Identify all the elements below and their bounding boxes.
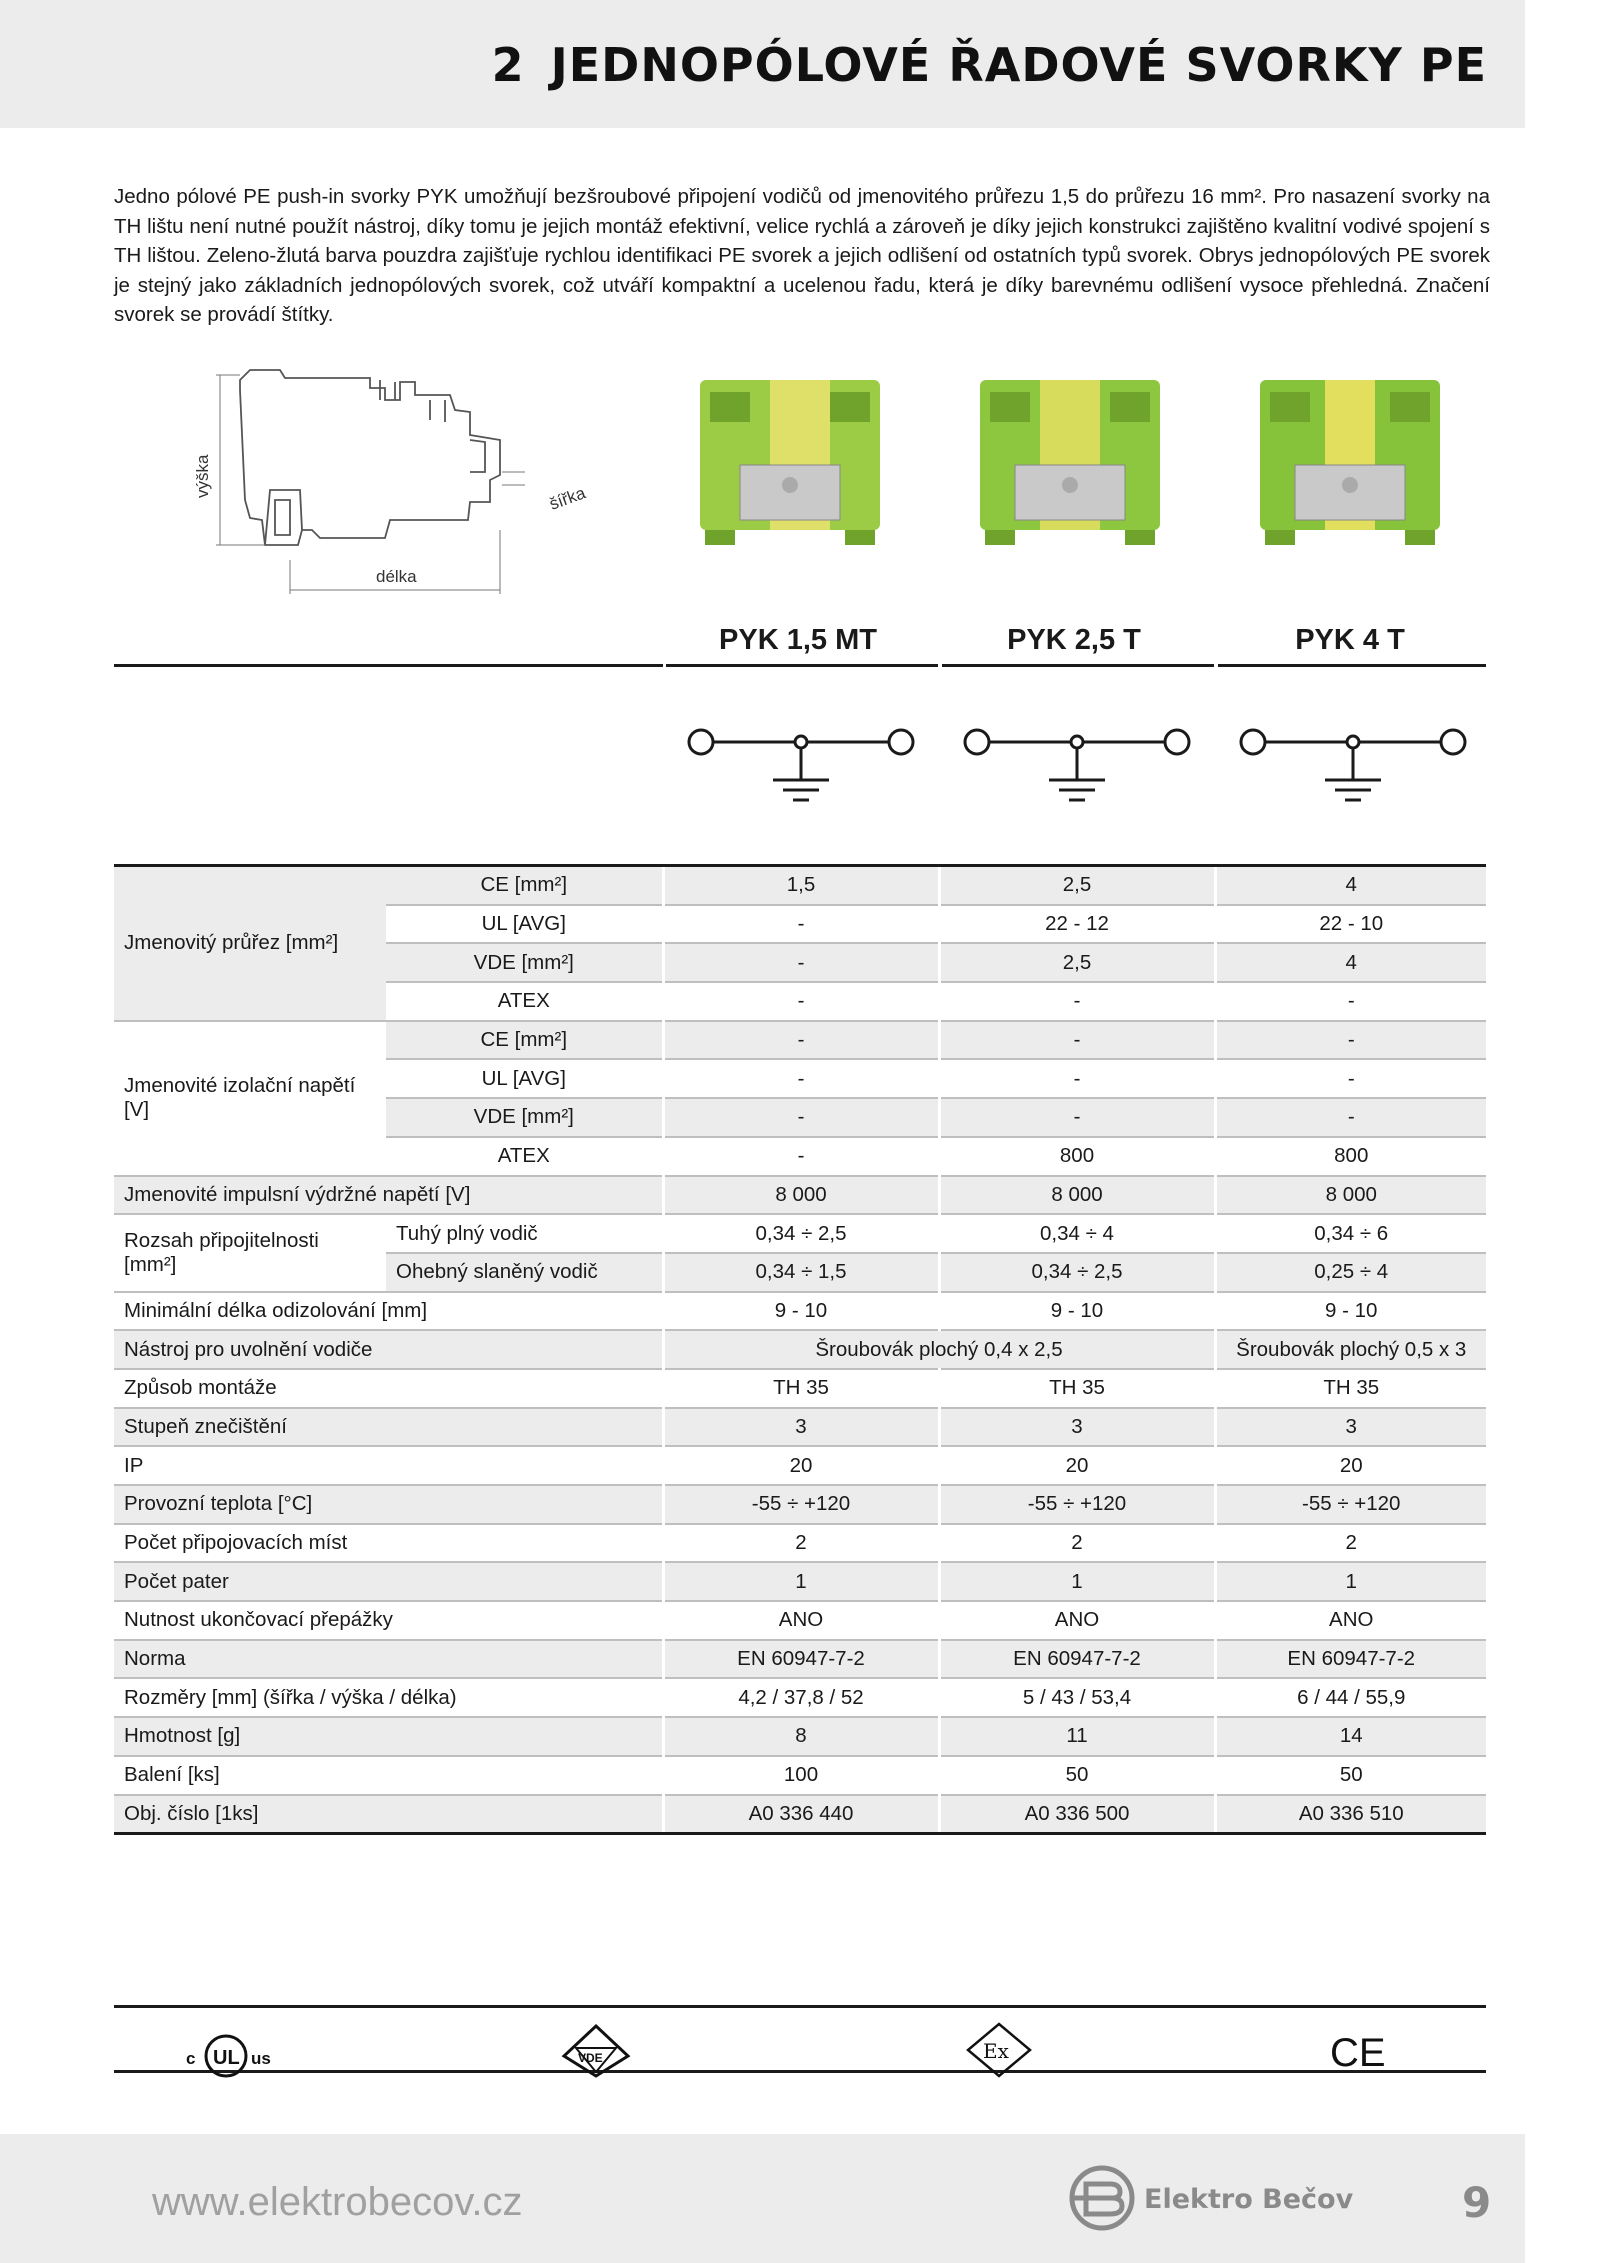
product-photo-pyk-4-t bbox=[1250, 370, 1450, 550]
cell: - bbox=[663, 1021, 939, 1060]
cell: - bbox=[1215, 1059, 1486, 1098]
row-label: IP bbox=[114, 1446, 663, 1485]
cell: - bbox=[663, 943, 939, 982]
table-row bbox=[114, 1330, 1486, 1369]
cell: 2,5 bbox=[939, 866, 1215, 905]
cell: 8 000 bbox=[663, 1176, 939, 1215]
svg-text:CE: CE bbox=[1330, 2031, 1386, 2075]
cell: TH 35 bbox=[663, 1369, 939, 1408]
cell: 20 bbox=[939, 1446, 1215, 1485]
model-name-3: PYK 4 T bbox=[1295, 624, 1405, 656]
cell: - bbox=[1215, 1098, 1486, 1137]
row-label: Norma bbox=[114, 1640, 663, 1679]
cell: 20 bbox=[1215, 1446, 1486, 1485]
table-row bbox=[114, 1408, 1486, 1447]
row-label: Hmotnost [g] bbox=[114, 1717, 663, 1756]
cell: 50 bbox=[939, 1756, 1215, 1795]
cell: - bbox=[663, 1098, 939, 1137]
cell: - bbox=[1215, 982, 1486, 1021]
sub-label: UL [AVG] bbox=[386, 905, 663, 944]
cell: 100 bbox=[663, 1756, 939, 1795]
length-label: délka bbox=[376, 567, 417, 586]
cell: 4,2 / 37,8 / 52 bbox=[663, 1678, 939, 1717]
row-label: Obj. číslo [1ks] bbox=[114, 1795, 663, 1834]
row-label: Nástroj pro uvolnění vodiče bbox=[114, 1330, 663, 1369]
row-label: Počet připojovacích míst bbox=[114, 1524, 663, 1563]
cell: 1 bbox=[939, 1562, 1215, 1601]
cell: -55 ÷ +120 bbox=[939, 1485, 1215, 1524]
svg-text:VDE: VDE bbox=[578, 2051, 603, 2065]
sub-label: ATEX bbox=[386, 982, 663, 1021]
svg-text:UL: UL bbox=[213, 2047, 240, 2069]
cell: 2 bbox=[663, 1524, 939, 1563]
cell: - bbox=[939, 1059, 1215, 1098]
table-row bbox=[114, 1524, 1486, 1563]
pe-terminal-symbol-1 bbox=[681, 712, 921, 812]
cell: 9 - 10 bbox=[663, 1292, 939, 1331]
cell: 3 bbox=[663, 1408, 939, 1447]
sub-label: Tuhý plný vodič bbox=[386, 1214, 663, 1253]
sub-label: VDE [mm²] bbox=[386, 1098, 663, 1137]
footer-url-link[interactable]: www.elektrobecov.cz bbox=[152, 2180, 523, 2224]
row-label: Rozměry [mm] (šířka / výška / délka) bbox=[114, 1678, 663, 1717]
table-row bbox=[114, 1021, 1486, 1060]
cell: 11 bbox=[939, 1717, 1215, 1756]
cell: - bbox=[939, 1021, 1215, 1060]
row-label: Minimální délka odizolování [mm] bbox=[114, 1292, 663, 1331]
table-row bbox=[114, 1795, 1486, 1834]
cell: 22 - 12 bbox=[939, 905, 1215, 944]
cell: EN 60947-7-2 bbox=[939, 1640, 1215, 1679]
cell: 0,34 ÷ 2,5 bbox=[663, 1214, 939, 1253]
cell: Šroubovák plochý 0,5 x 3 bbox=[1215, 1330, 1486, 1369]
spec-table bbox=[114, 864, 1486, 1835]
cell: 8 000 bbox=[939, 1176, 1215, 1215]
table-row bbox=[114, 1214, 1486, 1253]
cell: 20 bbox=[663, 1446, 939, 1485]
table-row bbox=[114, 1485, 1486, 1524]
sub-label: CE [mm²] bbox=[386, 1021, 663, 1060]
table-row bbox=[114, 1292, 1486, 1331]
cell: 800 bbox=[1215, 1137, 1486, 1176]
cell: 2 bbox=[1215, 1524, 1486, 1563]
cell: EN 60947-7-2 bbox=[663, 1640, 939, 1679]
cell: 0,25 ÷ 4 bbox=[1215, 1253, 1486, 1292]
chapter-title: JEDNOPÓLOVÉ ŘADOVÉ SVORKY PE bbox=[550, 38, 1487, 92]
cell: 3 bbox=[939, 1408, 1215, 1447]
cell: 9 - 10 bbox=[1215, 1292, 1486, 1331]
cell: 1 bbox=[1215, 1562, 1486, 1601]
height-label: výška bbox=[193, 454, 212, 498]
cell: - bbox=[1215, 1021, 1486, 1060]
atex-ex-icon bbox=[964, 2020, 1034, 2080]
elektro-becov-logo bbox=[1066, 2162, 1386, 2234]
cell: A0 336 440 bbox=[663, 1795, 939, 1834]
cell: 0,34 ÷ 2,5 bbox=[939, 1253, 1215, 1292]
sub-label: Ohebný slaněný vodič bbox=[386, 1253, 663, 1292]
table-row bbox=[114, 1562, 1486, 1601]
cell: 50 bbox=[1215, 1756, 1486, 1795]
sub-label: UL [AVG] bbox=[386, 1059, 663, 1098]
header-rule-2 bbox=[942, 664, 1214, 667]
cell: 1 bbox=[663, 1562, 939, 1601]
cell: 6 / 44 / 55,9 bbox=[1215, 1678, 1486, 1717]
cell: TH 35 bbox=[939, 1369, 1215, 1408]
table-row bbox=[114, 1369, 1486, 1408]
cell: - bbox=[663, 1137, 939, 1176]
cell: ANO bbox=[939, 1601, 1215, 1640]
page-title bbox=[492, 38, 1487, 92]
cell: 3 bbox=[1215, 1408, 1486, 1447]
group-label: Jmenovitý průřez [mm²] bbox=[114, 866, 386, 1021]
cell: 14 bbox=[1215, 1717, 1486, 1756]
pe-terminal-symbol-2 bbox=[957, 712, 1197, 812]
intro-paragraph: Jedno pólové PE push-in svorky PYK umožňují bezšroubové připojení vodičů od jmenovitého průřezu 1,5 do průřezu 16 mm². Pro nasazení svorky na TH lištu není nutné použít nástroj, díky tomu je jejich montáž efektivní, velice rychlá a zároveň je díky jejich konstrukci zajištěno kvalitní vodivé spojení s TH lištou. Zeleno-žlutá barva pouzdra zajišťuje rychlou identifikaci PE svorek a jejich odlišení od ostatních typů svorek. Obrys jednopólových PE svorek je stejný jako základních jednopólových svorek, což utváří kompaktní a ucelenou řadu, která je díky barevnému odlišení vysoce přehledná. Značení svorek se provádí štítky. bbox=[114, 185, 1490, 326]
table-row bbox=[114, 1678, 1486, 1717]
sub-label: VDE [mm²] bbox=[386, 943, 663, 982]
cell: TH 35 bbox=[1215, 1369, 1486, 1408]
table-row bbox=[114, 866, 1486, 905]
cell: - bbox=[939, 1098, 1215, 1137]
chapter-number: 2 bbox=[491, 38, 525, 92]
cert-rule-top bbox=[114, 2005, 1486, 2008]
dimension-diagram bbox=[190, 360, 610, 600]
cell: 1,5 bbox=[663, 866, 939, 905]
table-row bbox=[114, 1176, 1486, 1215]
cell: 8 000 bbox=[1215, 1176, 1486, 1215]
sub-label: ATEX bbox=[386, 1137, 663, 1176]
cell: 5 / 43 / 53,4 bbox=[939, 1678, 1215, 1717]
sub-label: CE [mm²] bbox=[386, 866, 663, 905]
table-row bbox=[114, 1717, 1486, 1756]
cell: - bbox=[663, 905, 939, 944]
cell: -55 ÷ +120 bbox=[1215, 1485, 1486, 1524]
table-row bbox=[114, 1756, 1486, 1795]
svg-text:us: us bbox=[251, 2049, 271, 2068]
cell: 2,5 bbox=[939, 943, 1215, 982]
group-label: Rozsah připojitelnosti [mm²] bbox=[114, 1214, 386, 1291]
cell: 9 - 10 bbox=[939, 1292, 1215, 1331]
cell: 22 - 10 bbox=[1215, 905, 1486, 944]
row-label: Provozní teplota [°C] bbox=[114, 1485, 663, 1524]
cell: EN 60947-7-2 bbox=[1215, 1640, 1486, 1679]
cell: -55 ÷ +120 bbox=[663, 1485, 939, 1524]
row-label: Stupeň znečištění bbox=[114, 1408, 663, 1447]
vde-icon bbox=[556, 2020, 636, 2080]
product-photo-pyk-2-5-t bbox=[970, 370, 1170, 550]
table-row bbox=[114, 1601, 1486, 1640]
brand-name: Elektro Bečov bbox=[1144, 2184, 1354, 2215]
row-label: Jmenovité impulsní výdržné napětí [V] bbox=[114, 1176, 663, 1215]
header-rule-left bbox=[114, 664, 663, 667]
cell: A0 336 510 bbox=[1215, 1795, 1486, 1834]
svg-text:Ex: Ex bbox=[983, 2039, 1009, 2063]
row-label: Balení [ks] bbox=[114, 1756, 663, 1795]
cert-rule-bottom bbox=[114, 2070, 1486, 2073]
cell: - bbox=[663, 1059, 939, 1098]
cell: ANO bbox=[663, 1601, 939, 1640]
page-number: 9 bbox=[1462, 2178, 1492, 2227]
ce-icon bbox=[1326, 2020, 1396, 2080]
product-photo-pyk-1-5-mt bbox=[690, 370, 890, 550]
cell-merged: Šroubovák plochý 0,4 x 2,5 bbox=[663, 1330, 1215, 1369]
cell: - bbox=[939, 982, 1215, 1021]
cell: 8 bbox=[663, 1717, 939, 1756]
svg-text:c: c bbox=[186, 2049, 196, 2068]
cul-us-icon bbox=[180, 2020, 290, 2080]
cell: A0 336 500 bbox=[939, 1795, 1215, 1834]
cell: 0,34 ÷ 1,5 bbox=[663, 1253, 939, 1292]
cell: 4 bbox=[1215, 866, 1486, 905]
model-name-1: PYK 1,5 MT bbox=[719, 624, 877, 656]
row-label: Způsob montáže bbox=[114, 1369, 663, 1408]
model-header bbox=[663, 624, 1485, 664]
cell: 0,34 ÷ 4 bbox=[939, 1214, 1215, 1253]
cell: - bbox=[663, 982, 939, 1021]
cell: 800 bbox=[939, 1137, 1215, 1176]
model-name-2: PYK 2,5 T bbox=[1007, 624, 1141, 656]
cell: ANO bbox=[1215, 1601, 1486, 1640]
group-label: Jmenovité izolační napětí [V] bbox=[114, 1021, 386, 1176]
table-row bbox=[114, 1446, 1486, 1485]
header-rule-3 bbox=[1218, 664, 1486, 667]
cell: 2 bbox=[939, 1524, 1215, 1563]
cell: 0,34 ÷ 6 bbox=[1215, 1214, 1486, 1253]
pe-terminal-symbol-3 bbox=[1233, 712, 1473, 812]
cell: 4 bbox=[1215, 943, 1486, 982]
width-label: šířka bbox=[546, 483, 588, 514]
row-label: Počet pater bbox=[114, 1562, 663, 1601]
row-label: Nutnost ukončovací přepážky bbox=[114, 1601, 663, 1640]
header-rule-1 bbox=[666, 664, 938, 667]
table-row bbox=[114, 1640, 1486, 1679]
